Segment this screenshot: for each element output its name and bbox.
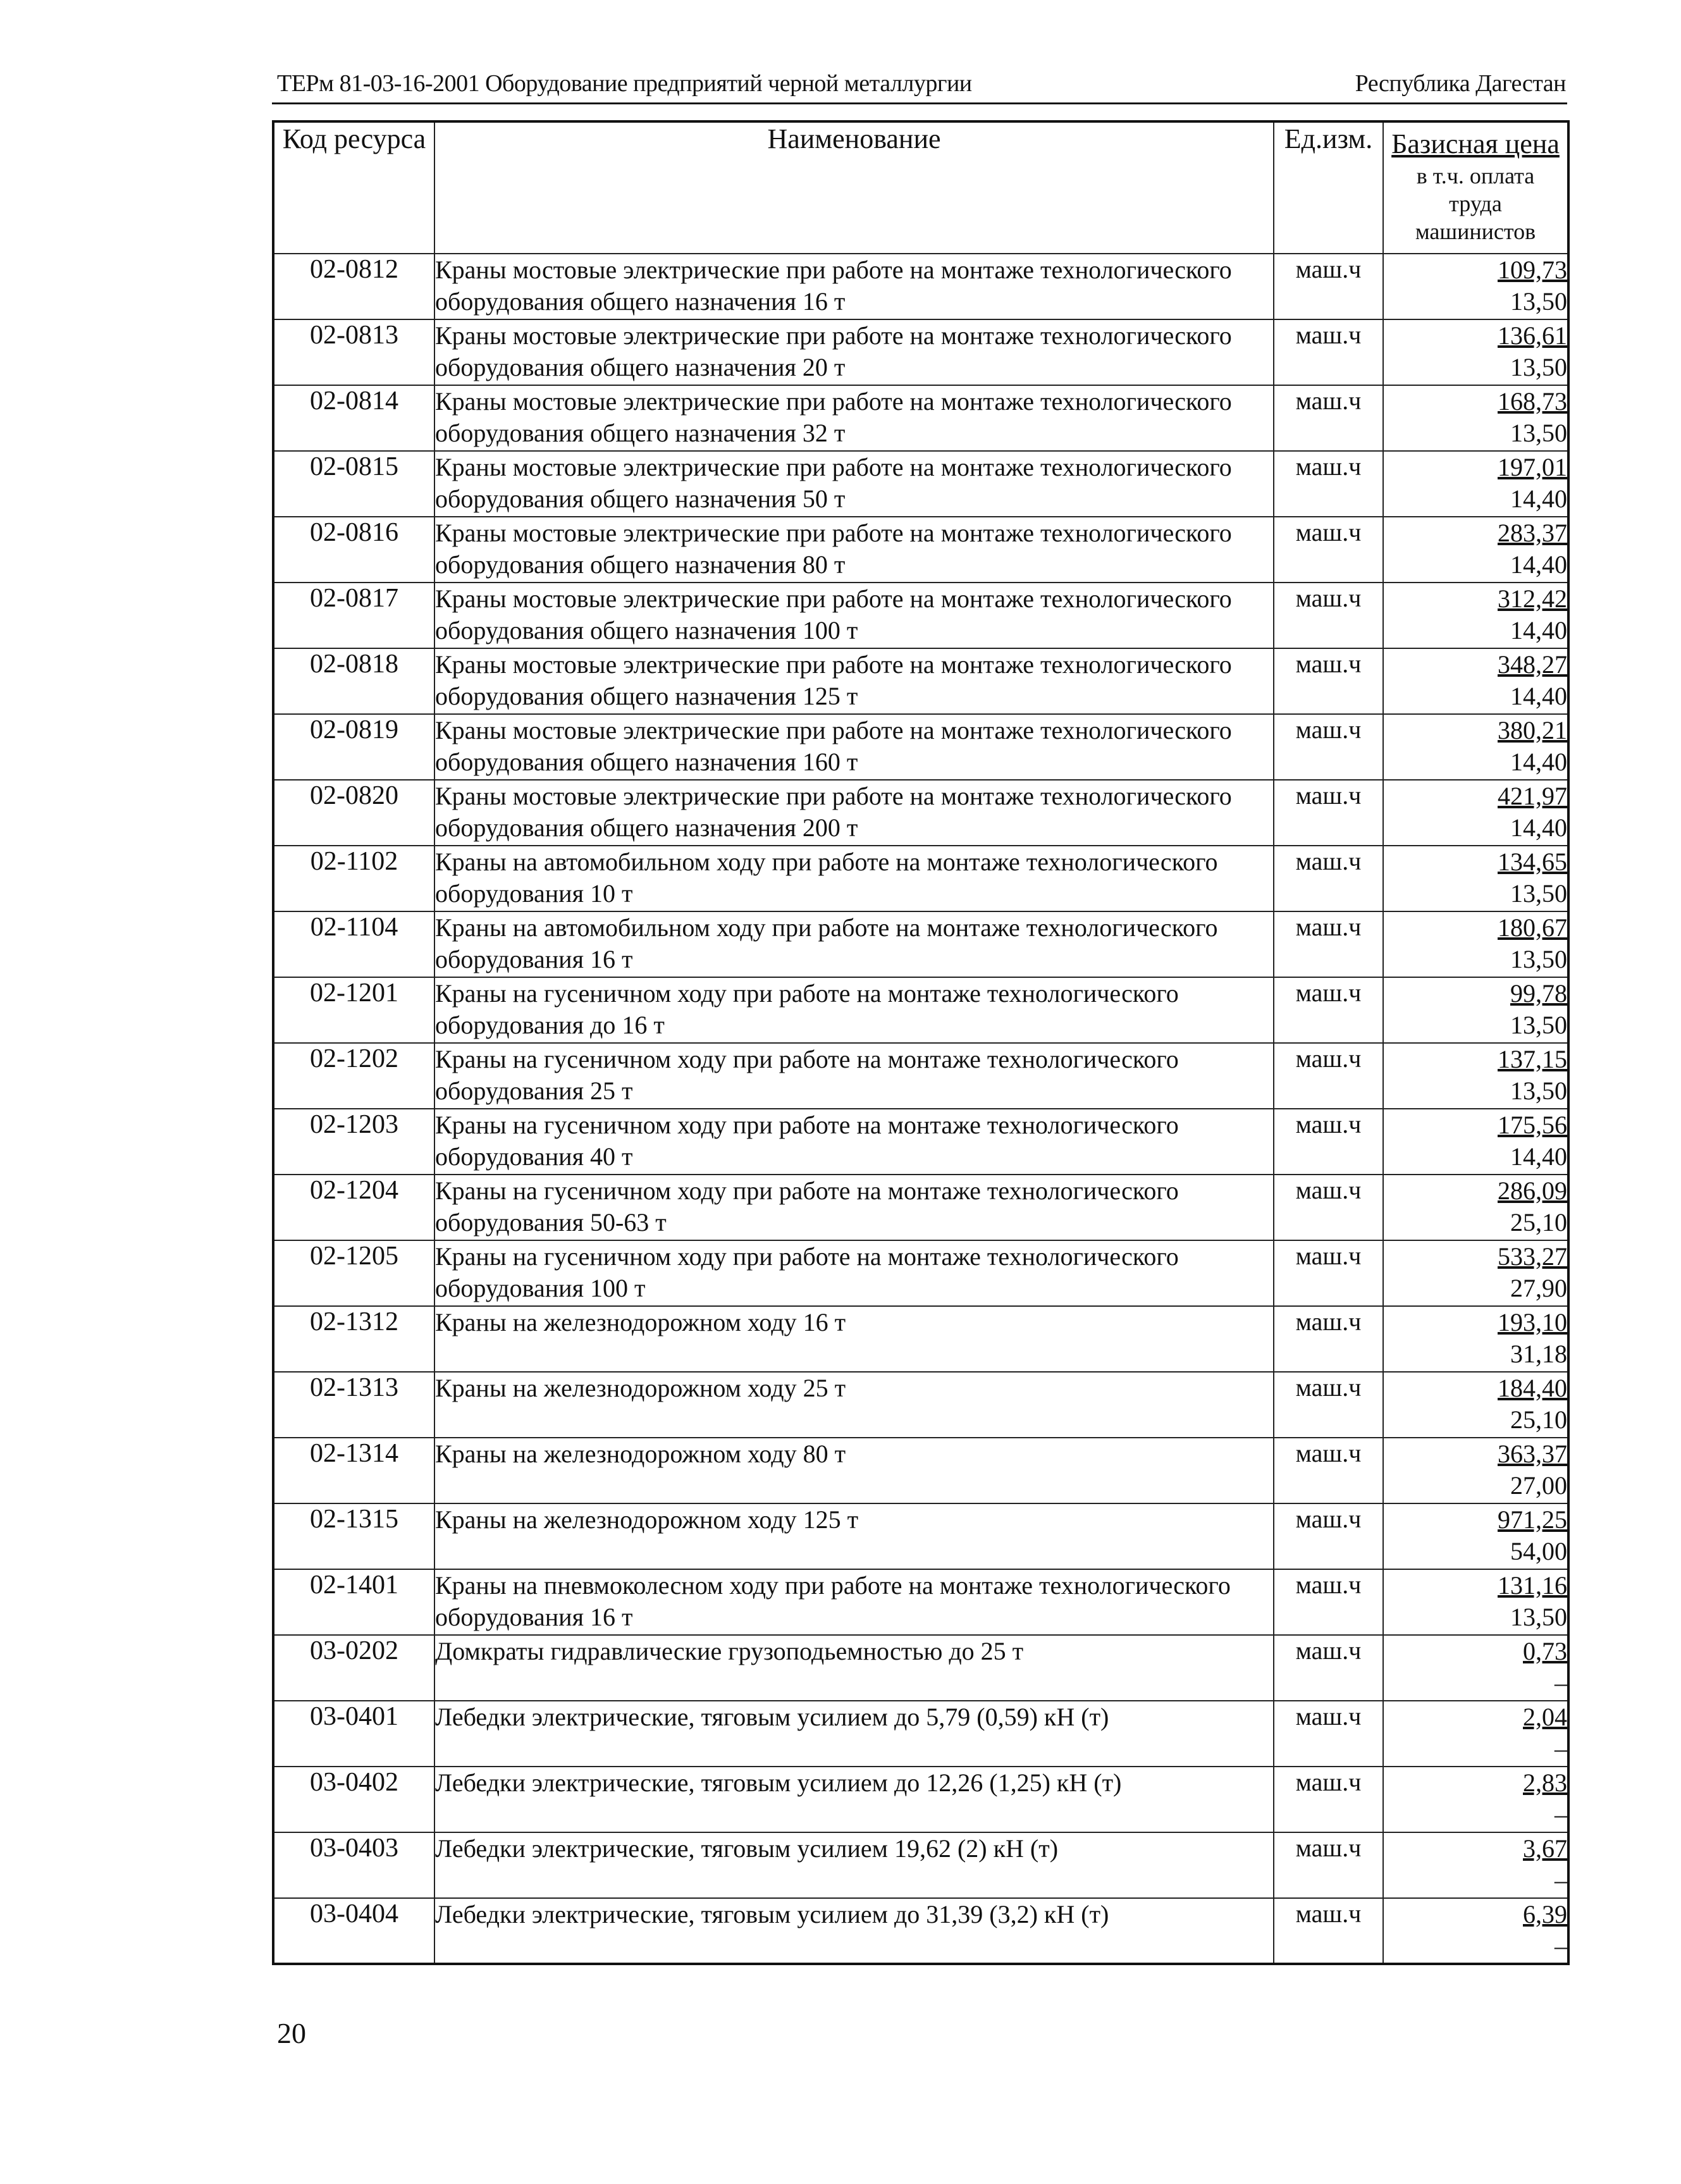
resource-unit: маш.ч [1274,1503,1383,1569]
resource-name: Краны мостовые электрические при работе на монтаже технологического оборудования общего назначения 16 т [434,254,1274,319]
resource-unit: маш.ч [1274,583,1383,648]
resource-code: 03-0404 [273,1898,434,1964]
table-row [273,1438,1568,1503]
resource-unit: маш.ч [1274,1832,1383,1898]
resource-code: 02-0817 [273,583,434,648]
operator-wage-value: 14,40 [1510,484,1567,513]
resource-unit: маш.ч [1274,911,1383,977]
resource-price-cell [1383,1043,1568,1109]
resource-name: Краны на железнодорожном ходу 25 т [434,1372,1274,1438]
table-row [273,254,1568,319]
operator-wage-value: 14,40 [1510,748,1567,776]
resource-unit: маш.ч [1274,1767,1383,1832]
resource-name: Краны на гусеничном ходу при работе на монтаже технологического оборудования 50-63 т [434,1175,1274,1240]
table-body [273,254,1568,1964]
resource-unit: маш.ч [1274,977,1383,1043]
resource-price-cell [1383,977,1568,1043]
operator-wage-value: – [1555,1932,1567,1960]
resource-name: Краны на гусеничном ходу при работе на монтаже технологического оборудования 100 т [434,1240,1274,1306]
operator-wage-value: – [1555,1669,1567,1697]
base-price-value: 6,39 [1523,1900,1567,1928]
resource-name: Краны на гусеничном ходу при работе на монтаже технологического оборудования до 16 т [434,977,1274,1043]
table-row [273,1898,1568,1964]
base-price-value: 2,83 [1523,1768,1567,1797]
page-header [277,70,1566,105]
resource-code: 02-1204 [273,1175,434,1240]
base-price-value: 134,65 [1498,848,1567,876]
resource-price-cell [1383,385,1568,451]
operator-wage-value: – [1555,1800,1567,1829]
resource-unit: маш.ч [1274,451,1383,517]
resource-price-cell [1383,1438,1568,1503]
resource-price-cell [1383,1569,1568,1635]
resource-price-cell [1383,780,1568,846]
table-row [273,385,1568,451]
base-price-value: 348,27 [1498,650,1567,679]
resource-name: Краны мостовые электрические при работе на монтаже технологического оборудования общего назначения 50 т [434,451,1274,517]
resource-name: Краны мостовые электрические при работе на монтаже технологического оборудования общего назначения 200 т [434,780,1274,846]
operator-wage-value: 13,50 [1510,1011,1567,1039]
table-row [273,780,1568,846]
resource-price-cell [1383,1503,1568,1569]
resource-name: Краны на гусеничном ходу при работе на монтаже технологического оборудования 40 т [434,1109,1274,1175]
base-price-value: 0,73 [1523,1637,1567,1665]
table-row [273,1240,1568,1306]
table-row [273,1635,1568,1701]
resource-unit: маш.ч [1274,1175,1383,1240]
resource-name: Краны мостовые электрические при работе на монтаже технологического оборудования общего назначения 100 т [434,583,1274,648]
resource-code: 02-1202 [273,1043,434,1109]
resource-name: Краны мостовые электрические при работе на монтаже технологического оборудования общего назначения 80 т [434,517,1274,583]
resource-unit: маш.ч [1274,1438,1383,1503]
resource-unit: маш.ч [1274,1240,1383,1306]
resource-price-cell [1383,1175,1568,1240]
operator-wage-value: 25,10 [1510,1208,1567,1237]
resource-price-cell [1383,1635,1568,1701]
table-row [273,977,1568,1043]
table-row [273,714,1568,780]
resource-price-table [272,120,1570,1965]
operator-wage-value: 13,50 [1510,945,1567,973]
resource-price-cell [1383,1898,1568,1964]
resource-name: Краны на пневмоколесном ходу при работе на монтаже технологического оборудования 16 т [434,1569,1274,1635]
resource-name: Краны на железнодорожном ходу 80 т [434,1438,1274,1503]
resource-unit: маш.ч [1274,1372,1383,1438]
resource-price-cell [1383,1109,1568,1175]
base-price-value: 533,27 [1498,1242,1567,1271]
base-price-value: 99,78 [1510,979,1567,1008]
base-price-value: 363,37 [1498,1440,1567,1468]
resource-price-cell [1383,911,1568,977]
resource-price-cell [1383,319,1568,385]
base-price-value: 283,37 [1498,519,1567,547]
resource-code: 02-0814 [273,385,434,451]
resource-code: 02-0813 [273,319,434,385]
resource-name: Краны на автомобильном ходу при работе на монтаже технологического оборудования 10 т [434,846,1274,911]
resource-code: 02-1313 [273,1372,434,1438]
base-price-value: 184,40 [1498,1374,1567,1402]
resource-price-cell [1383,254,1568,319]
resource-unit: маш.ч [1274,1569,1383,1635]
resource-code: 03-0202 [273,1635,434,1701]
base-price-value: 312,42 [1498,584,1567,613]
resource-unit: маш.ч [1274,385,1383,451]
base-price-value: 175,56 [1498,1111,1567,1139]
operator-wage-value: 13,50 [1510,1603,1567,1631]
base-price-value: 197,01 [1498,453,1567,481]
resource-unit: маш.ч [1274,780,1383,846]
resource-unit: маш.ч [1274,254,1383,319]
table-header-row [273,121,1568,254]
table-row [273,1503,1568,1569]
resource-code: 02-0812 [273,254,434,319]
table-row [273,911,1568,977]
resource-name: Краны мостовые электрические при работе на монтаже технологического оборудования общего назначения 20 т [434,319,1274,385]
column-header-name: Наименование [434,121,1274,254]
base-price-value: 421,97 [1498,782,1567,810]
resource-name: Краны на гусеничном ходу при работе на монтаже технологического оборудования 25 т [434,1043,1274,1109]
base-price-value: 131,16 [1498,1571,1567,1600]
base-price-value: 2,04 [1523,1703,1567,1731]
resource-price-cell [1383,714,1568,780]
resource-code: 02-1312 [273,1306,434,1372]
operator-wage-value: 27,90 [1510,1274,1567,1302]
resource-unit: маш.ч [1274,1306,1383,1372]
resource-unit: маш.ч [1274,1109,1383,1175]
operator-wage-value: 25,10 [1510,1405,1567,1434]
table-row [273,846,1568,911]
table-row [273,1569,1568,1635]
resource-price-cell [1383,517,1568,583]
resource-code: 02-1203 [273,1109,434,1175]
resource-price-cell [1383,1372,1568,1438]
table-row [273,319,1568,385]
operator-wage-value: 14,40 [1510,1142,1567,1171]
operator-wage-value: – [1555,1734,1567,1763]
resource-code: 02-0820 [273,780,434,846]
operator-wage-value: 13,50 [1510,353,1567,381]
base-price-value: 971,25 [1498,1505,1567,1534]
resource-code: 02-1314 [273,1438,434,1503]
region-label: Республика Дагестан [1355,70,1566,97]
resource-unit: маш.ч [1274,648,1383,714]
column-header-code: Код ресурса [273,121,434,254]
resource-price-cell [1383,451,1568,517]
header-divider [272,102,1567,104]
table-row [273,1832,1568,1898]
column-header-unit: Ед.изм. [1274,121,1383,254]
resource-unit: маш.ч [1274,1898,1383,1964]
base-price-value: 180,67 [1498,913,1567,942]
operator-wage-value: 14,40 [1510,682,1567,710]
table-row [273,1701,1568,1767]
resource-name: Лебедки электрические, тяговым усилием до 12,26 (1,25) кН (т) [434,1767,1274,1832]
operator-wage-value: – [1555,1866,1567,1894]
base-price-value: 193,10 [1498,1308,1567,1336]
document-title: ТЕРм 81-03-16-2001 Оборудование предприятий черной металлургии [277,70,972,97]
resource-code: 02-1401 [273,1569,434,1635]
operator-wage-value: 54,00 [1510,1537,1567,1565]
resource-code: 03-0402 [273,1767,434,1832]
resource-code: 02-1102 [273,846,434,911]
resource-name: Краны мостовые электрические при работе на монтаже технологического оборудования общего назначения 125 т [434,648,1274,714]
resource-code: 02-0816 [273,517,434,583]
resource-name: Лебедки электрические, тяговым усилием 19,62 (2) кН (т) [434,1832,1274,1898]
table-row [273,451,1568,517]
resource-name: Лебедки электрические, тяговым усилием до 31,39 (3,2) кН (т) [434,1898,1274,1964]
resource-name: Краны на железнодорожном ходу 125 т [434,1503,1274,1569]
resource-name: Лебедки электрические, тяговым усилием до 5,79 (0,59) кН (т) [434,1701,1274,1767]
resource-unit: маш.ч [1274,1635,1383,1701]
resource-price-cell [1383,1832,1568,1898]
table-row [273,1306,1568,1372]
resource-price-cell [1383,846,1568,911]
resource-code: 02-1104 [273,911,434,977]
resource-unit: маш.ч [1274,846,1383,911]
base-price-value: 109,73 [1498,256,1567,284]
resource-unit: маш.ч [1274,319,1383,385]
operator-wage-value: 14,40 [1510,550,1567,579]
column-header-base-price: Базисная цена [1391,128,1560,159]
resource-price-cell [1383,648,1568,714]
resource-name: Краны мостовые электрические при работе на монтаже технологического оборудования общего назначения 32 т [434,385,1274,451]
table-row [273,1175,1568,1240]
resource-price-cell [1383,583,1568,648]
resource-code: 02-1205 [273,1240,434,1306]
page-number: 20 [277,2017,306,2049]
resource-name: Краны на автомобильном ходу при работе на монтаже технологического оборудования 16 т [434,911,1274,977]
table-row [273,517,1568,583]
table-row [273,648,1568,714]
resource-price-cell [1383,1240,1568,1306]
resource-unit: маш.ч [1274,714,1383,780]
resource-code: 03-0403 [273,1832,434,1898]
table-row [273,583,1568,648]
resource-code: 02-0819 [273,714,434,780]
base-price-value: 3,67 [1523,1834,1567,1863]
resource-code: 02-0815 [273,451,434,517]
resource-code: 03-0401 [273,1701,434,1767]
resource-code: 02-0818 [273,648,434,714]
base-price-value: 137,15 [1498,1045,1567,1073]
resource-price-cell [1383,1701,1568,1767]
resource-code: 02-1201 [273,977,434,1043]
table-row [273,1767,1568,1832]
operator-wage-value: 27,00 [1510,1471,1567,1500]
resource-code: 02-1315 [273,1503,434,1569]
operator-wage-value: 14,40 [1510,616,1567,645]
resource-name: Краны на железнодорожном ходу 16 т [434,1306,1274,1372]
resource-unit: маш.ч [1274,1043,1383,1109]
resource-price-cell [1383,1306,1568,1372]
operator-wage-value: 13,50 [1510,287,1567,316]
operator-wage-value: 14,40 [1510,813,1567,842]
operator-wage-value: 13,50 [1510,879,1567,908]
operator-wage-value: 13,50 [1510,1077,1567,1105]
table-row [273,1043,1568,1109]
base-price-value: 380,21 [1498,716,1567,744]
table-row [273,1109,1568,1175]
resource-price-cell [1383,1767,1568,1832]
base-price-value: 286,09 [1498,1176,1567,1205]
column-header-operator-wages: в т.ч. оплата труда машинистов [1415,163,1536,244]
base-price-value: 168,73 [1498,387,1567,416]
resource-unit: маш.ч [1274,517,1383,583]
operator-wage-value: 13,50 [1510,419,1567,447]
resource-unit: маш.ч [1274,1701,1383,1767]
resource-name: Домкраты гидравлические грузоподьемностью до 25 т [434,1635,1274,1701]
column-header-price [1383,121,1568,254]
base-price-value: 136,61 [1498,321,1567,350]
operator-wage-value: 31,18 [1510,1340,1567,1368]
resource-name: Краны мостовые электрические при работе на монтаже технологического оборудования общего назначения 160 т [434,714,1274,780]
table-row [273,1372,1568,1438]
